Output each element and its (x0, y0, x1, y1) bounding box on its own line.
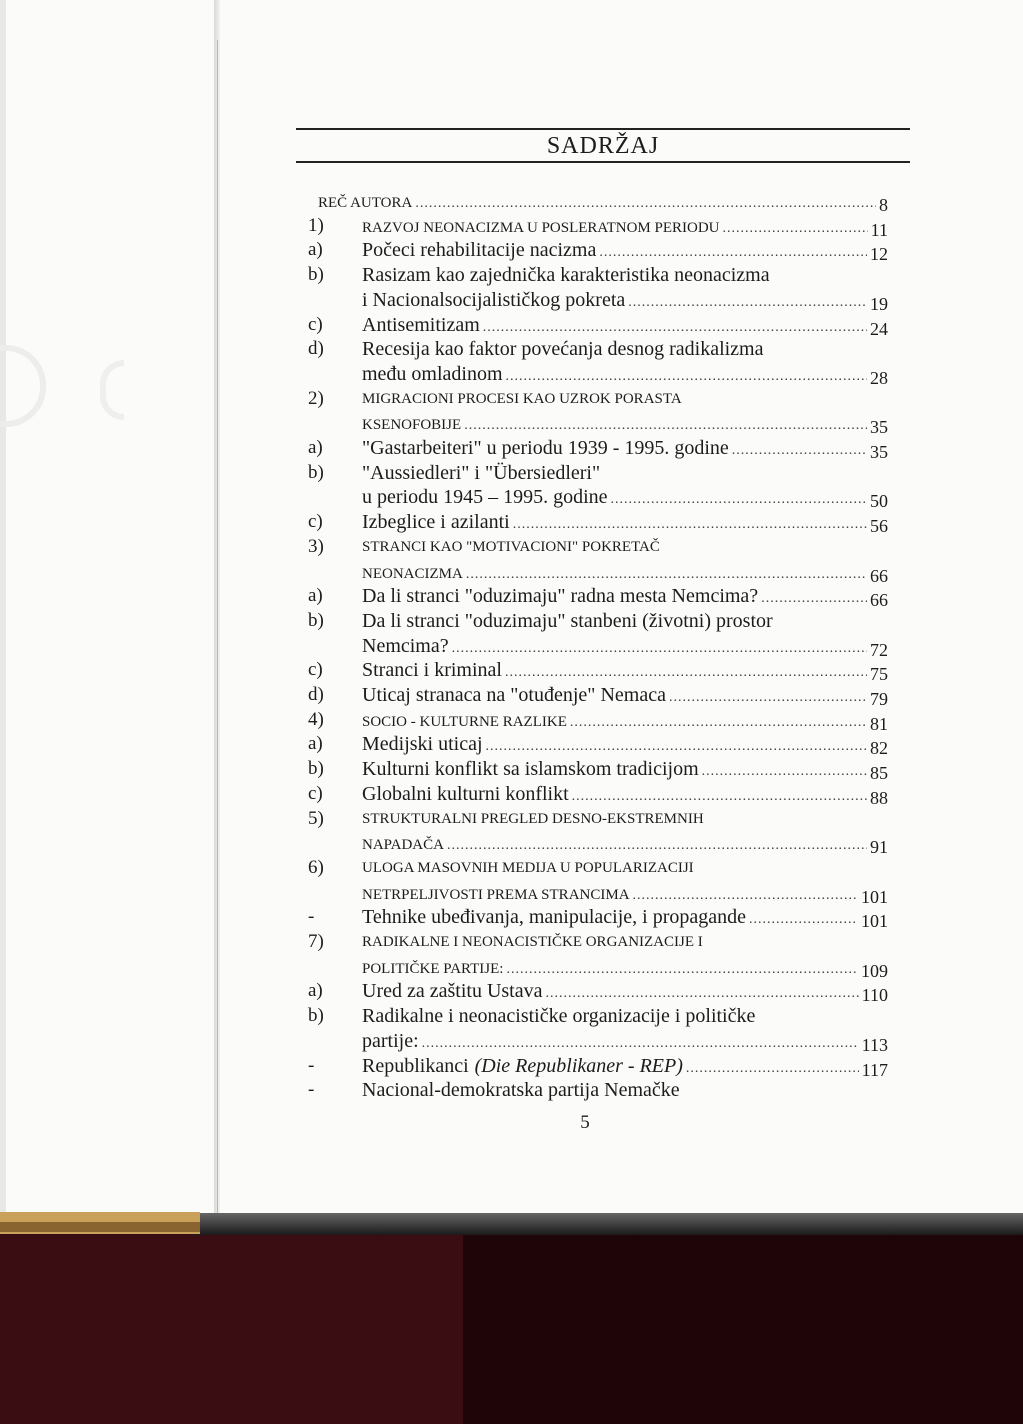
toc-entry-number: 6) (308, 856, 324, 878)
toc-entry-number: d) (308, 684, 324, 705)
toc-dot-leader (483, 317, 867, 339)
toc-entry-number: a) (308, 733, 323, 755)
toc-entry-page: 35 (870, 442, 888, 462)
toc-entry-page: 19 (870, 293, 888, 314)
toc-entry (308, 832, 888, 858)
toc-entry-title: Recesija kao faktor povećanja desnog radikalizma (362, 338, 764, 361)
toc-entry-number: a) (308, 239, 323, 261)
toc-entry-number: d) (308, 338, 324, 360)
toc-entry-number: 1) (308, 214, 324, 236)
toc-entry (308, 264, 888, 286)
toc-entry-title: među omladinom (362, 362, 503, 385)
toc-entry-title: Počeci rehabilitacije nacizma (362, 239, 597, 262)
toc-entry-page: 82 (870, 738, 888, 759)
toc-entry (308, 956, 888, 981)
toc-dot-leader (452, 638, 867, 660)
toc-entry-number: a) (308, 585, 323, 607)
toc-entry (308, 1005, 888, 1027)
toc-entry-number: b) (308, 1005, 324, 1027)
toc-entry (308, 1054, 888, 1080)
toc-dot-leader (702, 761, 867, 783)
toc-entry (308, 931, 888, 953)
toc-entry (308, 684, 888, 709)
toc-entry-number: 5) (308, 807, 324, 829)
bleed-through-letter (100, 360, 124, 420)
toc-entry-title: RAZVOJ NEONACIZMA U POSLERATNOM PERIODU (362, 219, 720, 236)
toc-entry-title: RADIKALNE I NEONACISTIČKE ORGANIZACIJE I (362, 934, 703, 950)
toc-entry-title: POLITIČKE PARTIJE: (362, 960, 504, 977)
toc-entry-number: c) (308, 511, 323, 533)
toc-entry (308, 857, 888, 879)
toc-entry-page: 109 (861, 960, 888, 981)
heading-rule-top (296, 128, 910, 130)
page-edge-left (0, 0, 6, 1240)
toc-entry-title: KSENOFOBIJE (362, 417, 462, 434)
toc-entry-number: - (308, 906, 315, 928)
toc-dot-leader (686, 1058, 859, 1080)
book-cover-edge-shadow (0, 1222, 200, 1232)
toc-entry-title: Globalni kulturni konflikt (362, 782, 569, 805)
toc-entry-title: Nacional-demokratska partija Nemačke (362, 1079, 680, 1102)
toc-entry (308, 782, 888, 808)
toc-entry-number: 7) (308, 931, 324, 952)
toc-dot-leader (422, 1033, 859, 1055)
toc-entry-title: i Nacionalsocijalističkog pokreta (362, 288, 626, 311)
toc-entry-title: Medijski uticaj (362, 733, 483, 756)
toc-entry-title: Da li stranci "oduzimaju" radna mesta Nemcima? (362, 585, 759, 608)
toc-entry-title: Ured za zaštitu Ustava (362, 980, 543, 1003)
toc-entry-title: ULOGA MASOVNIH MEDIJA U POPULARIZACIJI (362, 859, 694, 876)
toc-entry-title: REČ AUTORA (318, 195, 413, 211)
toc-entry (308, 388, 888, 410)
toc-dot-leader (447, 835, 867, 857)
toc-entry-title: Tehnike ubeđivanja, manipulacije, i propagande (362, 906, 747, 929)
toc-entry-number: 4) (308, 708, 324, 730)
toc-entry-title: NAPADAČA (362, 837, 444, 854)
toc-entry-title: Nemcima? (362, 634, 449, 657)
toc-entry-page: 75 (870, 664, 888, 685)
toc-entry-title: STRANCI KAO "MOTIVACIONI" POKRETAČ (362, 538, 660, 555)
book-gutter-edge (217, 40, 218, 1220)
toc-entry-page: 12 (870, 244, 888, 265)
toc-entry-number: - (308, 1054, 315, 1076)
toc-entry (308, 659, 888, 685)
toc-entry-page: 91 (870, 837, 888, 858)
toc-entry-title: Kulturni konflikt sa islamskom tradicijom (362, 758, 699, 781)
toc-entry-page: 101 (861, 911, 888, 932)
toc-entry-page: 24 (870, 318, 888, 339)
toc-entry (308, 190, 888, 215)
toc-entry-title: Izbeglice i azilanti (362, 511, 510, 534)
toc-entry-page: 66 (870, 565, 888, 586)
toc-entry (308, 634, 888, 660)
toc-entry (308, 758, 888, 784)
toc-entry-title: Da li stranci "oduzimaju" stanbeni (životni) prostor (362, 609, 773, 632)
toc-entry (308, 338, 888, 360)
toc-entry-page: 88 (870, 787, 888, 808)
toc-dot-leader (633, 885, 858, 907)
toc-entry-number: 3) (308, 535, 324, 557)
toc-entry-title: NEONACIZMA (362, 565, 463, 582)
page-number: 5 (580, 1112, 590, 1133)
toc-entry-page: 113 (861, 1034, 888, 1055)
toc-entry-title: Stranci i kriminal (362, 659, 502, 682)
toc-entry-number: c) (308, 313, 323, 335)
toc-entry-page: 11 (870, 219, 888, 240)
toc-dot-leader (628, 292, 867, 314)
toc-entry (308, 486, 888, 512)
toc-dot-leader (464, 415, 867, 437)
toc-dot-leader (486, 736, 867, 758)
toc-dot-leader (466, 564, 867, 586)
toc-entry (308, 313, 888, 339)
toc-entry-number: c) (308, 782, 323, 804)
toc-dot-leader (611, 489, 867, 511)
toc-entry (308, 585, 888, 611)
bleed-through-letter (0, 345, 46, 427)
toc-dot-leader (669, 687, 867, 709)
toc-entry-title: Uticaj stranaca na "otuđenje" Nemaca (362, 684, 666, 706)
toc-entry-title: Republikanci (362, 1054, 469, 1077)
toc-entry (308, 708, 888, 734)
toc-entry-title: "Gastarbeiteri" u periodu 1939 - 1995. godine (362, 437, 729, 459)
toc-entry-page: 28 (870, 367, 888, 388)
toc-entry (308, 288, 888, 314)
toc-entry (308, 808, 888, 830)
toc-entry (308, 462, 888, 484)
toc-entry-number: - (308, 1079, 315, 1101)
toc-entry-page: 50 (870, 491, 888, 512)
toc-entry-number: a) (308, 437, 323, 458)
toc-dot-leader (415, 193, 876, 215)
toc-dot-leader (505, 662, 867, 684)
toc-dot-leader (572, 786, 867, 808)
toc-entry-number: 2) (308, 387, 324, 409)
toc-entry-page: 81 (870, 713, 888, 734)
toc-entry-number: b) (308, 264, 324, 286)
toc-entry (308, 1029, 888, 1055)
toc-entry (308, 882, 888, 907)
toc-entry (308, 362, 888, 388)
toc-entry-title: partije: (362, 1029, 419, 1052)
toc-entry (308, 511, 888, 537)
toc-entry (308, 1079, 888, 1101)
toc-entry (308, 214, 888, 240)
toc-entry-number: b) (308, 461, 324, 483)
toc-entry (308, 536, 888, 558)
background-surface (0, 1232, 1023, 1424)
toc-entry (308, 733, 888, 759)
toc-entry-page: 66 (870, 590, 888, 611)
toc-dot-leader (732, 440, 867, 462)
toc-entry (308, 610, 888, 632)
toc-entry-title: Radikalne i neonacističke organizacije i političke (362, 1005, 756, 1028)
toc-dot-leader (749, 909, 858, 931)
toc-entry-page: 35 (870, 417, 888, 438)
toc-entry-title: Antisemitizam (362, 313, 480, 336)
toc-entry-page: 79 (870, 689, 888, 709)
page-shadow (190, 1213, 1023, 1235)
toc-entry (308, 412, 888, 438)
toc-dot-leader (506, 959, 858, 981)
page-title: SADRŽAJ (546, 133, 660, 159)
toc-entry-number: b) (308, 758, 324, 780)
toc-entry-number: c) (308, 659, 323, 681)
toc-entry-page: 8 (879, 195, 888, 215)
toc-entry-number: a) (308, 980, 323, 1002)
toc-entry-title-italic: (Die Republikaner - REP) (474, 1054, 683, 1077)
heading-rule-bottom (296, 161, 910, 163)
toc-entry-title: "Aussiedleri" i "Übersiedleri" (362, 461, 601, 484)
toc-entry (308, 239, 888, 265)
toc-dot-leader (506, 366, 867, 388)
toc-dot-leader (723, 218, 868, 240)
toc-entry (308, 980, 888, 1006)
toc-entry-title: Rasizam kao zajednička karakteristika neonacizma (362, 264, 770, 287)
toc-entry-title: u periodu 1945 – 1995. godine (362, 486, 608, 509)
toc-entry-title: MIGRACIONI PROCESI KAO UZROK PORASTA (362, 390, 682, 407)
toc-dot-leader (513, 514, 867, 536)
toc-entry (308, 437, 888, 462)
toc-entry-page: 110 (861, 985, 888, 1006)
toc-entry-page: 101 (861, 886, 888, 907)
toc-dot-leader (545, 983, 858, 1005)
toc-entry-page: 56 (870, 516, 888, 537)
toc-entry-title: SOCIO - KULTURNE RAZLIKE (362, 713, 567, 730)
toc-entry-page: 117 (861, 1059, 888, 1080)
toc-entry-title: STRUKTURALNI PREGLED DESNO-EKSTREMNIH (362, 810, 704, 827)
toc-entry-page: 85 (870, 763, 888, 784)
toc-dot-leader (761, 588, 867, 610)
toc-entry (308, 906, 888, 932)
toc-entry-number: b) (308, 609, 324, 631)
toc-dot-leader (570, 712, 867, 734)
toc-dot-leader (599, 242, 867, 264)
toc-entry-title: NETRPELJIVOSTI PREMA STRANCIMA (362, 886, 630, 903)
toc-entry-page: 72 (870, 639, 888, 660)
toc-entry (308, 561, 888, 586)
